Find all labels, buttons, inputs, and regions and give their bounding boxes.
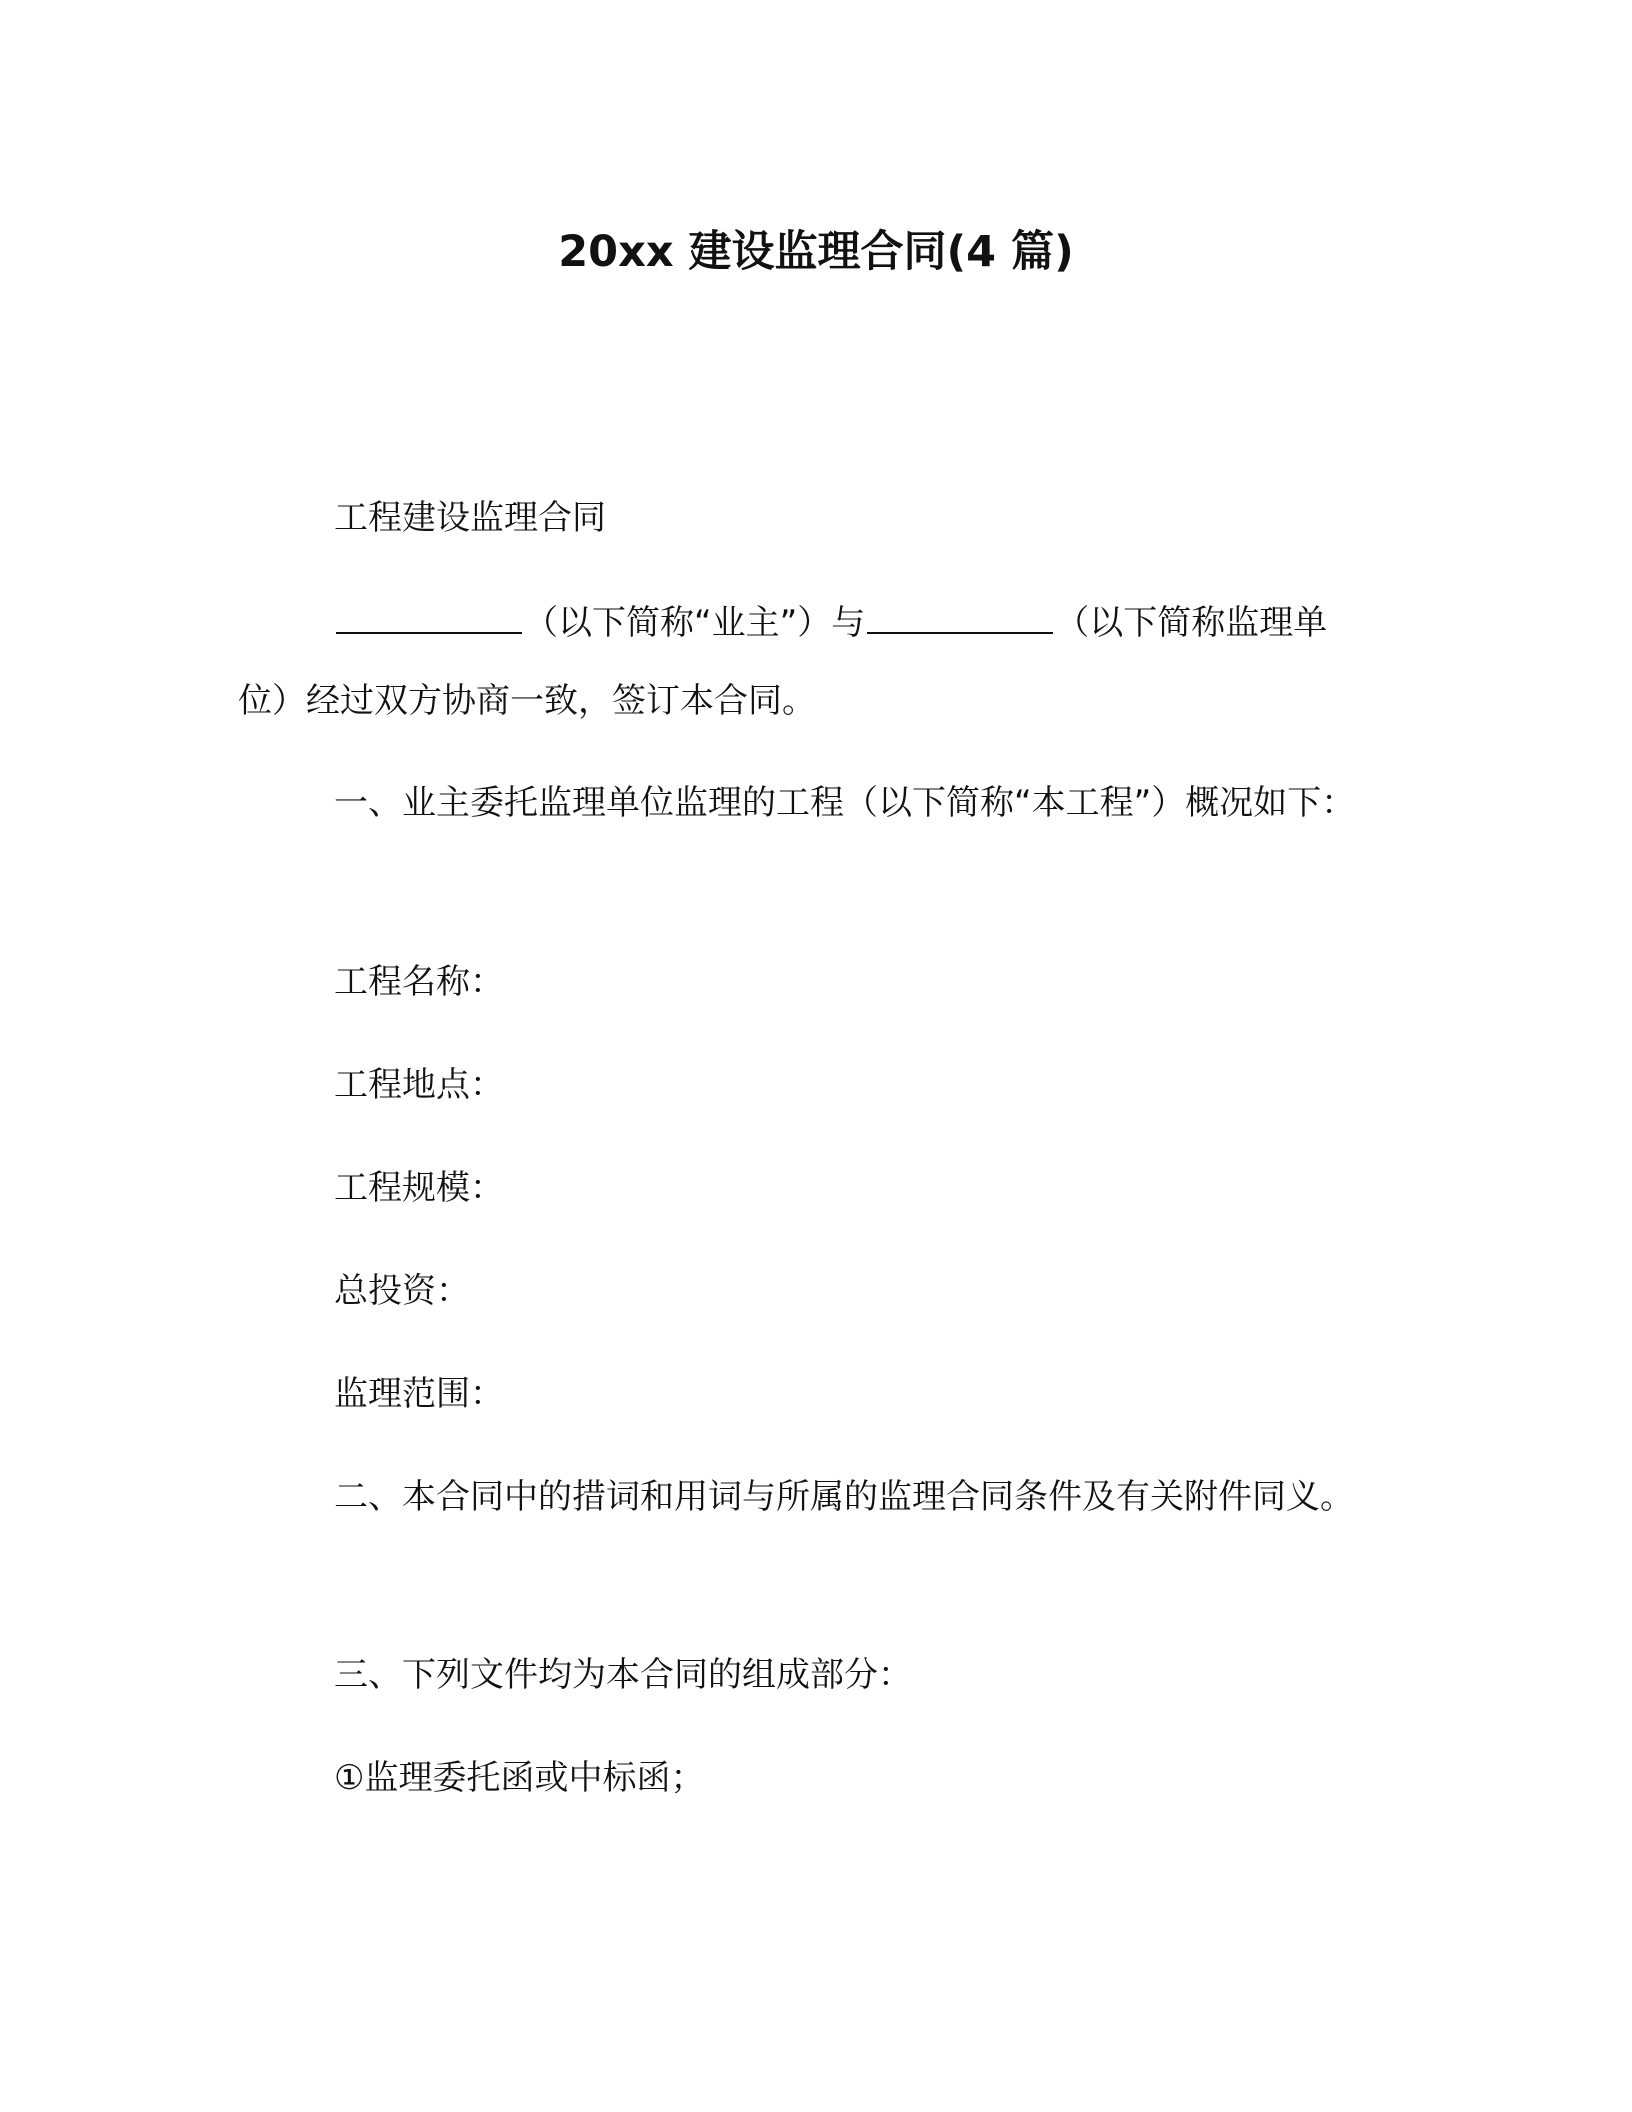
field-project-location: 工程地点：: [334, 1065, 504, 1105]
party-b-blank: [867, 598, 1053, 634]
intro-paragraph: [238, 584, 1374, 740]
field-project-name: 工程名称：: [334, 962, 504, 1002]
list-item-1: ①监理委托函或中标函；: [334, 1758, 705, 1798]
clause-2: 二、本合同中的措词和用词与所属的监理合同条件及有关附件同义。: [334, 1477, 1354, 1517]
document-title: 20xx 建设监理合同(4 篇): [558, 227, 1074, 277]
field-project-scale: 工程规模：: [334, 1168, 504, 1208]
clause-1: 一、业主委托监理单位监理的工程（以下简称“本工程”）概况如下：: [334, 783, 1356, 823]
clause-3: 三、下列文件均为本合同的组成部分：: [334, 1655, 912, 1695]
field-total-investment: 总投资：: [334, 1271, 470, 1311]
intro-part-1: （以下简称“业主”）与: [524, 603, 866, 643]
intro-part-2: （以下简称监理单位）经过双方协商一致，签订本合同。: [238, 603, 1328, 721]
contract-heading: 工程建设监理合同: [334, 498, 606, 538]
party-a-blank: [336, 598, 522, 634]
field-supervision-scope: 监理范围：: [334, 1374, 504, 1414]
